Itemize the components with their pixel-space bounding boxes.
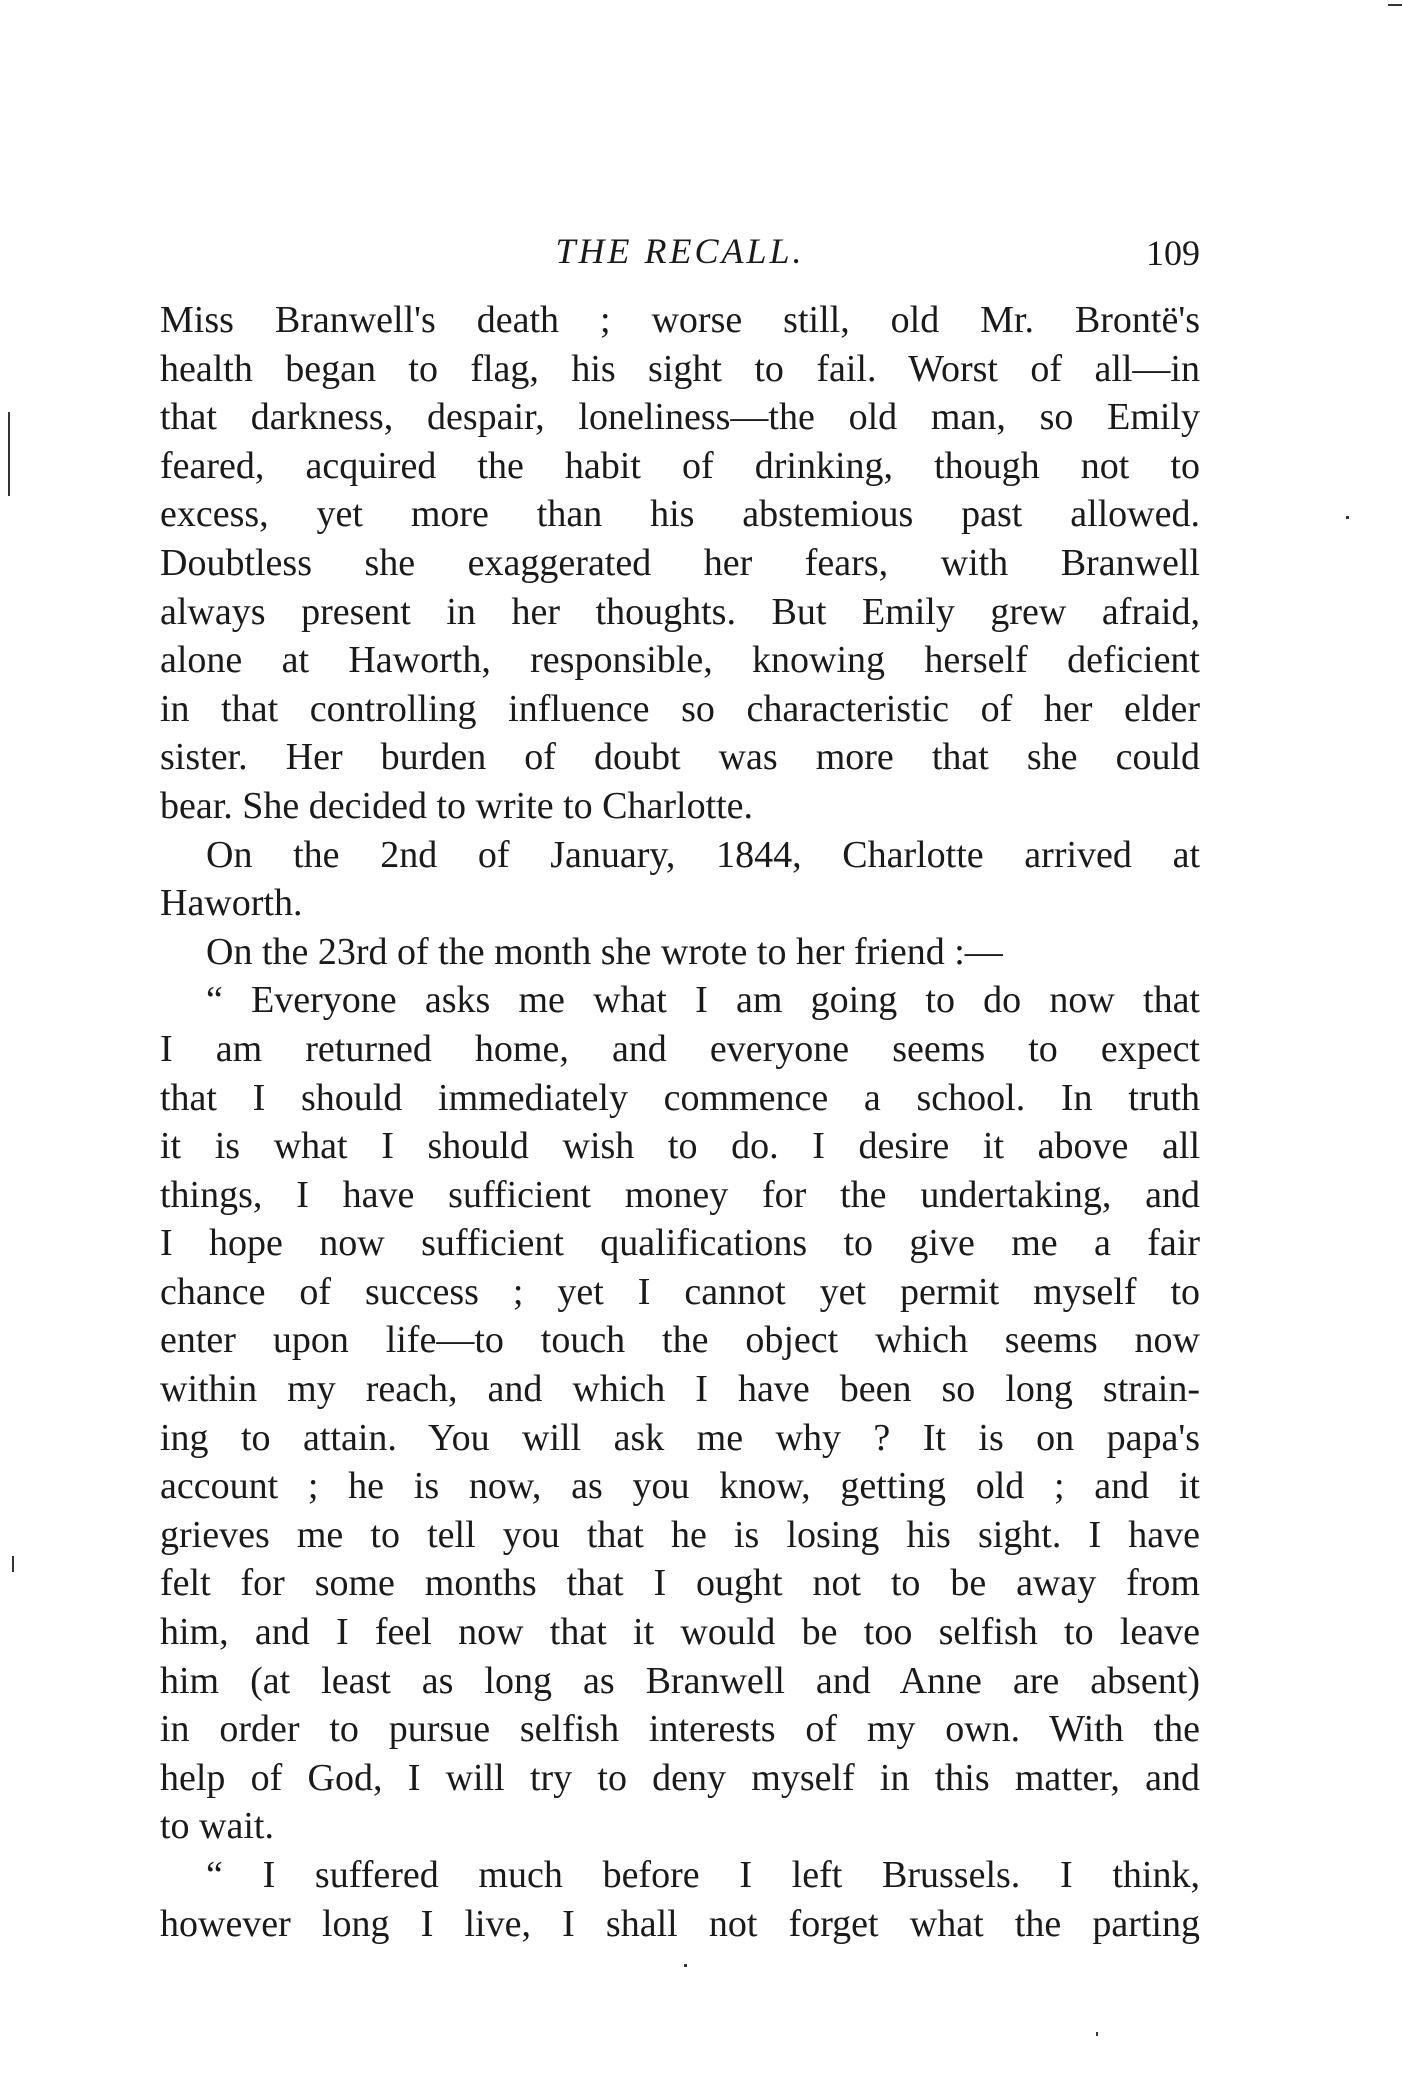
text-line: felt for some months that I ought not to be away from: [160, 1562, 1200, 1605]
margin-mark: [1346, 516, 1349, 519]
text-line: him (at least as long as Branwell and Anne are absent): [160, 1659, 1200, 1702]
text-line: enter upon life—to touch the object which seems now: [160, 1319, 1200, 1362]
text-line: excess, yet more than his abstemious past allowed.: [160, 493, 1200, 536]
text-line: I am returned home, and everyone seems to expect: [160, 1027, 1200, 1070]
text-line: in order to pursue selfish interests of my own. With the: [160, 1708, 1200, 1751]
text-line: within my reach, and which I have been so long strain-: [160, 1368, 1200, 1411]
text-line: “ I suffered much before I left Brussels. I think,: [206, 1854, 1200, 1896]
text-line: Haworth.: [160, 882, 303, 925]
top-edge-mark: [1388, 4, 1402, 6]
text-line: “ Everyone asks me what I am going to do now that: [206, 979, 1200, 1022]
text-line: grieves me to tell you that he is losing his sight. I have: [160, 1513, 1200, 1556]
text-line: ing to attain. You will ask me why ? It is on papa's: [160, 1416, 1200, 1459]
running-title: THE RECALL.: [555, 231, 805, 271]
margin-mark: [8, 412, 10, 496]
text-line: Doubtless she exaggerated her fears, with Branwell: [160, 541, 1200, 584]
text-line: chance of success ; yet I cannot yet permit myself to: [160, 1270, 1200, 1313]
text-line: alone at Haworth, responsible, knowing herself deficient: [160, 639, 1200, 682]
margin-mark: [12, 1556, 14, 1572]
text-line: him, and I feel now that it would be too selfish to leave: [160, 1611, 1200, 1654]
text-line: account ; he is now, as you know, getting old ; and it: [160, 1465, 1200, 1508]
text-line: in that controlling influence so characteristic of her elder: [160, 687, 1200, 730]
text-line: sister. Her burden of doubt was more that she could: [160, 736, 1200, 779]
text-line: On the 2nd of January, 1844, Charlotte arrived at: [206, 833, 1200, 876]
text-line: health began to flag, his sight to fail. Worst of all—in: [160, 347, 1200, 390]
text-line: On the 23rd of the month she wrote to her friend :—: [206, 930, 1003, 973]
text-line: Miss Branwell's death ; worse still, old Mr. Brontë's: [160, 299, 1200, 341]
text-line: help of God, I will try to deny myself in this matter, and: [160, 1756, 1200, 1799]
running-head: [160, 224, 1200, 284]
text-line: always present in her thoughts. But Emily grew afraid,: [160, 590, 1200, 633]
text-line: it is what I should wish to do. I desire it above all: [160, 1125, 1200, 1168]
body-text: [160, 296, 1200, 1948]
text-line: that I should immediately commence a school. In truth: [160, 1076, 1200, 1119]
text-line: to wait.: [160, 1805, 274, 1848]
text-line: I hope now sufficient qualifications to give me a fair: [160, 1222, 1200, 1265]
margin-mark: [1096, 2032, 1098, 2036]
page-number: 109: [1146, 233, 1200, 273]
text-line: things, I have sufficient money for the undertaking, and: [160, 1173, 1200, 1216]
margin-mark: [684, 1964, 687, 1967]
text-line: however long I live, I shall not forget what the parting: [160, 1902, 1200, 1945]
text-line: that darkness, despair, loneliness—the old man, so Emily: [160, 396, 1200, 439]
text-line: bear. She decided to write to Charlotte.: [160, 784, 754, 827]
text-line: feared, acquired the habit of drinking, though not to: [160, 444, 1200, 487]
